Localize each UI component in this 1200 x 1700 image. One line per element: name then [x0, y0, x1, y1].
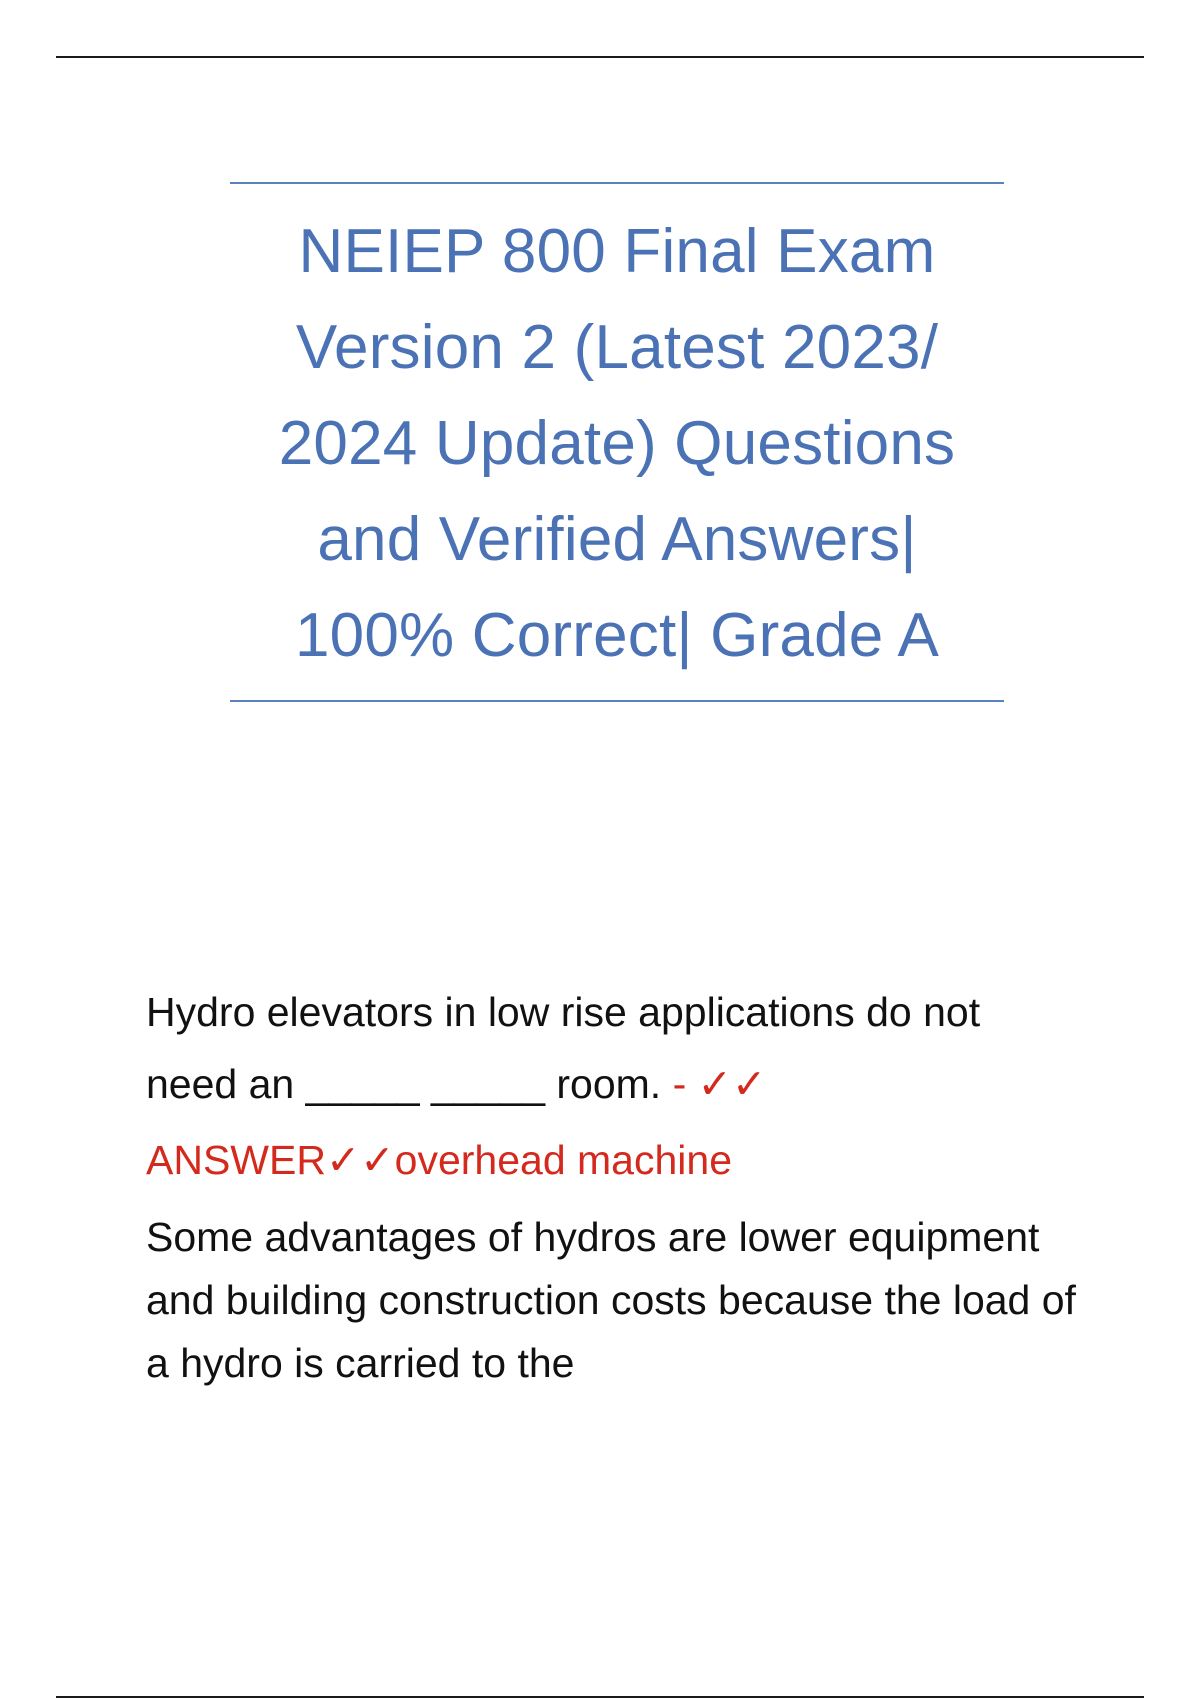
question-1-text: Hydro elevators in low rise applications do not need an _____ _____ room.	[146, 989, 981, 1107]
answer-1-text: overhead machine	[394, 1137, 733, 1183]
check-marks-icon: ✓✓	[697, 1061, 767, 1107]
qa-content	[146, 976, 1076, 1395]
title-block	[230, 182, 1004, 702]
question-2-text: Some advantages of hydros are lower equipment and building construction costs because the load of a hydro is carried to the	[146, 1214, 1076, 1386]
answer-1-label: ANSWER✓✓	[146, 1137, 395, 1183]
question-2	[146, 1206, 1076, 1395]
answer-1	[146, 1120, 1076, 1200]
question-1-separator: -	[661, 1061, 698, 1107]
page-top-rule	[56, 56, 1144, 58]
document-title: NEIEP 800 Final Exam Version 2 (Latest 2023/ 2024 Update) Questions and Verified Answers| 100% Correct| Grade A	[278, 217, 956, 670]
page-bottom-rule	[56, 1696, 1144, 1698]
question-1	[146, 976, 1076, 1120]
